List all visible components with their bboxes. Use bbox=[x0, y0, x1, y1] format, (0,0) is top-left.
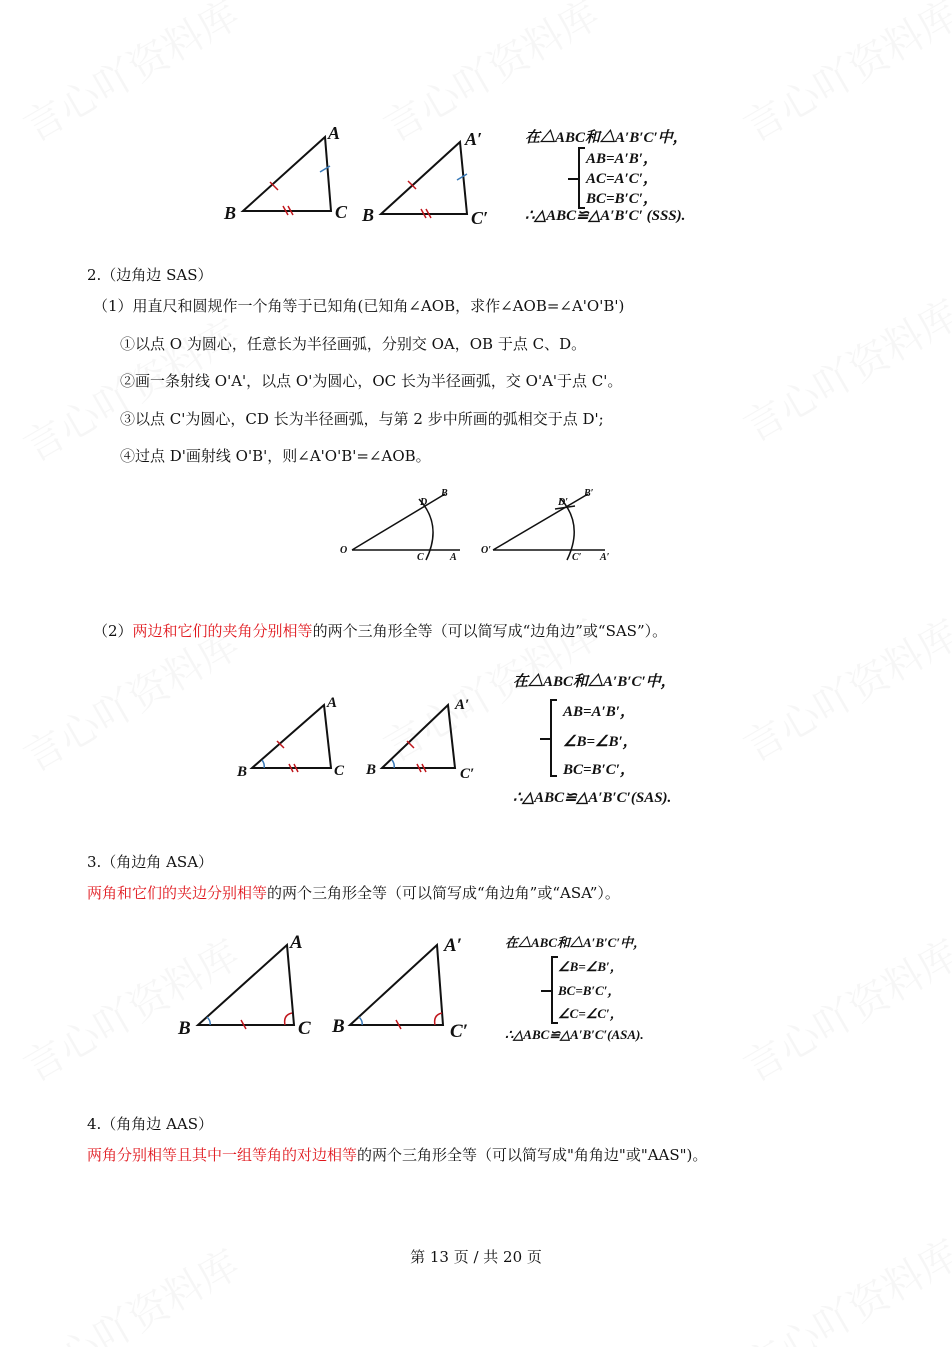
sas-triangles bbox=[252, 705, 455, 772]
label-O-prime: O′ bbox=[481, 545, 492, 556]
label-A-prime: A′ bbox=[455, 697, 470, 713]
highlight: 两边和它们的夹角分别相等 bbox=[132, 622, 313, 640]
construction-step: ③以点 C'为圆心，CD 长为半径画弧，与第 2 步中所画的弧相交于点 D'; bbox=[120, 410, 604, 428]
proof-line: 在△ABC和△A′B′C′中， bbox=[525, 130, 688, 146]
brace bbox=[578, 147, 585, 209]
proof-line: BC=B′C′， bbox=[558, 983, 621, 998]
label-D-prime: D′ bbox=[558, 497, 569, 508]
proof-line: 在△ABC和△A′B′C′中， bbox=[513, 674, 676, 690]
proof-line: ∠B=∠B′， bbox=[558, 959, 623, 974]
proof-line: AB=A′B′， bbox=[563, 704, 636, 720]
proof-line: BC=B′C′， bbox=[563, 762, 636, 778]
proof-line: ∠B=∠B′， bbox=[563, 734, 638, 750]
sas-statement bbox=[93, 621, 667, 641]
label-C: C bbox=[335, 202, 348, 222]
asa-statement bbox=[87, 883, 620, 903]
proof-line: ∴△ABC≌△A′B′C′(SAS). bbox=[513, 790, 672, 806]
label-A-prime: A′ bbox=[600, 552, 610, 563]
brace bbox=[550, 699, 557, 777]
highlight: 两角和它们的夹边分别相等 bbox=[87, 884, 268, 902]
proof-line: ∴△ABC≌△A′B′C′(ASA). bbox=[505, 1027, 644, 1042]
construction-step: ②画一条射线 O'A'，以点 O'为圆心，OC 长为半径画弧，交 O'A'于点 C'。 bbox=[120, 372, 623, 390]
proof-line: AB=A′B′， bbox=[586, 151, 659, 167]
label-B-prime: B bbox=[332, 1016, 345, 1037]
construction-step: ①以点 O 为圆心，任意长为半径画弧，分别交 OA，OB 于点 C、D。 bbox=[120, 335, 587, 353]
brace bbox=[551, 956, 558, 1024]
label-B-prime: B′ bbox=[584, 488, 594, 499]
section-heading-sas: 2.（边角边 SAS） bbox=[87, 266, 213, 284]
label-C: C bbox=[298, 1018, 311, 1039]
label-B: B bbox=[237, 764, 248, 780]
label-B-prime: B bbox=[366, 762, 377, 778]
aas-statement bbox=[87, 1145, 707, 1165]
construction-step: ④过点 D'画射线 O'B'，则∠A'O'B'=∠AOB。 bbox=[120, 447, 431, 465]
label-C-prime: C′ bbox=[450, 1021, 469, 1042]
label-O: O bbox=[340, 545, 348, 556]
label-C-prime: C′ bbox=[460, 766, 475, 782]
label-A-prime: A′ bbox=[465, 129, 483, 149]
label-A: A bbox=[327, 695, 338, 711]
label-B: B bbox=[224, 203, 237, 223]
label-B: B bbox=[441, 488, 448, 499]
label-A-prime: A′ bbox=[444, 935, 463, 956]
label-A: A bbox=[450, 552, 457, 563]
label-C: C bbox=[334, 763, 345, 779]
label-C-prime: C′ bbox=[471, 208, 489, 228]
proof-line: 在△ABC和△A′B′C′中， bbox=[505, 935, 646, 950]
label-C-prime: C′ bbox=[572, 552, 582, 563]
construction-title: （1）用直尺和圆规作一个角等于已知角(已知角∠AOB，求作∠AOB=∠A'O'B') bbox=[93, 297, 625, 315]
proof-line: ∠C=∠C′， bbox=[558, 1006, 623, 1021]
section-heading-aas: 4.（角角边 AAS） bbox=[87, 1115, 214, 1133]
page-footer: 第 13 页 / 共 20 页 bbox=[410, 1248, 542, 1266]
proof-line: BC=B′C′， bbox=[586, 191, 659, 207]
sss-triangles bbox=[243, 137, 467, 218]
label-B-prime: B bbox=[362, 205, 375, 225]
label-B: B bbox=[178, 1018, 191, 1039]
statement-rest: 的两个三角形全等（可以简写成“角边角”或“ASA”）。 bbox=[267, 884, 620, 902]
statement-rest: 的两个三角形全等（可以简写成"角角边"或"AAS")。 bbox=[357, 1146, 708, 1164]
label-C: C bbox=[417, 552, 424, 563]
label-A: A bbox=[290, 932, 303, 953]
proof-line: AC=A′C′， bbox=[586, 171, 659, 187]
asa-triangles bbox=[198, 945, 443, 1029]
highlight: 两角分别相等且其中一组等角的对边相等 bbox=[87, 1146, 358, 1164]
statement-rest: 的两个三角形全等（可以简写成“边角边”或“SAS”）。 bbox=[312, 622, 668, 640]
section-heading-asa: 3.（角边角 ASA） bbox=[87, 853, 214, 871]
label-D: D bbox=[420, 497, 428, 508]
prefix: （2） bbox=[93, 622, 133, 640]
proof-line: ∴△ABC≌△A′B′C′ (SSS). bbox=[525, 208, 686, 224]
label-A: A bbox=[328, 123, 341, 143]
